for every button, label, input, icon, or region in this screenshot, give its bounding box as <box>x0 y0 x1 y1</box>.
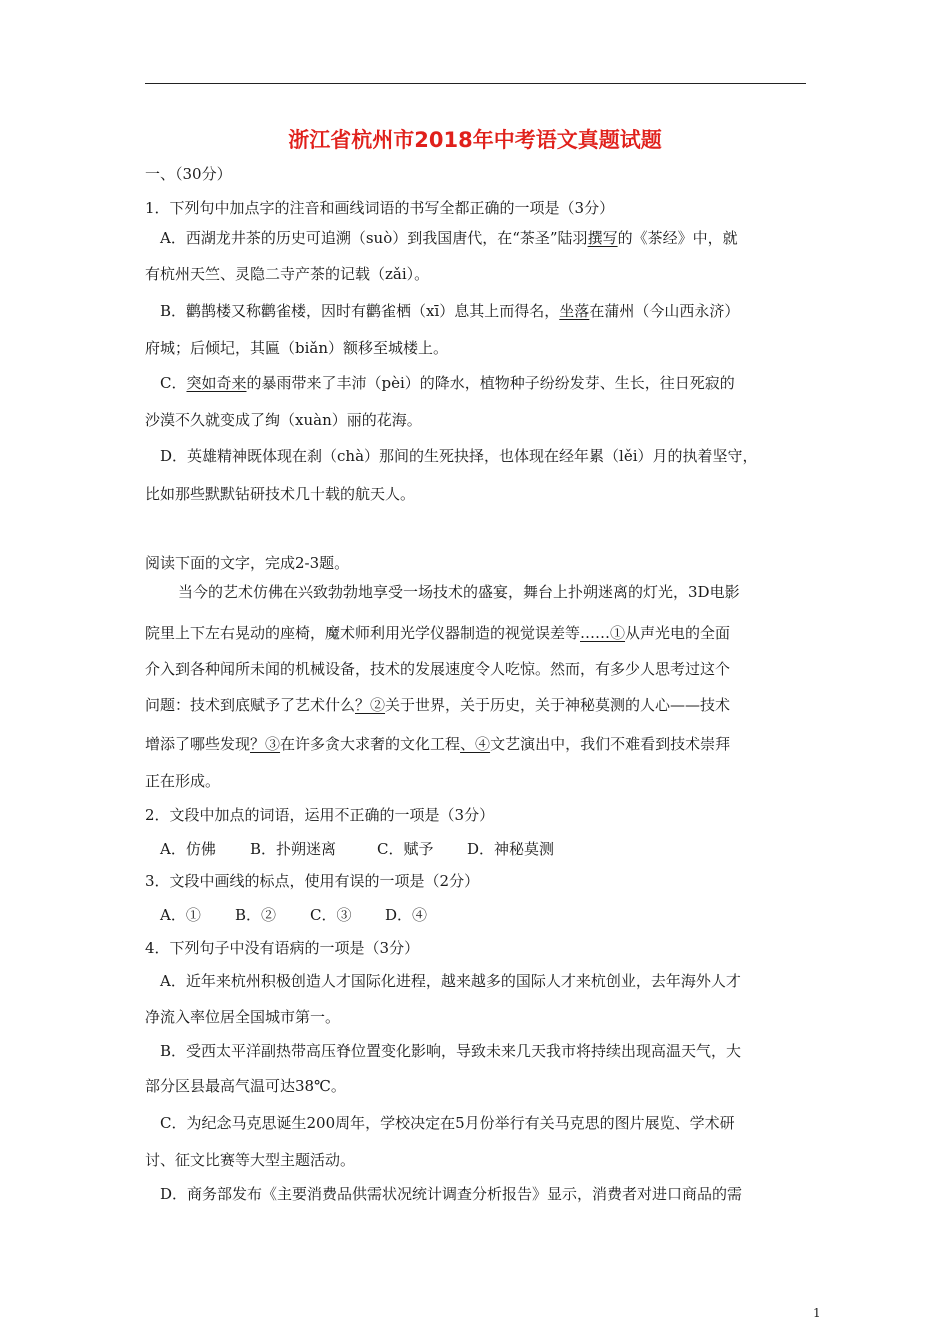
q3-option-b: B．② <box>235 906 277 924</box>
q1-stem: 1．下列句中加点字的注音和画线词语的书写全都正确的一项是（3分） <box>145 199 615 217</box>
reading-intro: 阅读下面的文字，完成2-3题。 <box>145 554 350 572</box>
q1-option-d-line2: 比如那些默默钻研技术几十载的航天人。 <box>145 485 416 503</box>
q1-option-c-line2: 沙漠不久就变成了绚（xuàn）丽的花海。 <box>145 411 422 429</box>
q4-option-b-line2: 部分区县最高气温可达38℃。 <box>145 1077 346 1095</box>
q4-option-b-line1: B．受西太平洋副热带高压脊位置变化影响，导致未来几天我市将持续出现高温天气，大 <box>160 1042 742 1060</box>
q4-option-d-line1: D．商务部发布《主要消费品供需状况统计调查分析报告》显示，消费者对进口商品的需 <box>160 1185 743 1203</box>
q1-option-b-line1: B．鹳鹊楼又称鹳雀楼，因时有鹳雀栖（xī）息其上而得名，坐落在蒲州（今山西永济） <box>160 302 740 320</box>
q1-option-a-line1: A．西湖龙井茶的历史可追溯（suò）到我国唐代，在“茶圣”陆羽撰写的《茶经》中，就 <box>160 229 738 247</box>
passage-line3: 介入到各种闻所未闻的机械设备，技术的发展速度令人吃惊。然而，有多少人思考过这个 <box>145 660 731 678</box>
q4-option-c-line1: C．为纪念马克思诞生200周年，学校决定在5月份举行有关马克思的图片展览、学术研 <box>160 1114 735 1132</box>
passage-line1: 当今的艺术仿佛在兴致勃勃地享受一场技术的盛宴，舞台上扑朔迷离的灯光，3D电影 <box>178 583 740 601</box>
passage-line6: 正在形成。 <box>145 772 221 790</box>
header-rule <box>145 83 806 84</box>
passage-line2: 院里上下左右晃动的座椅，魔术师利用光学仪器制造的视觉误差等……①从声光电的全面 <box>145 624 731 642</box>
q4-option-c-line2: 讨、征文比赛等大型主题活动。 <box>145 1151 356 1169</box>
q3-option-a: A．① <box>160 906 201 924</box>
q4-option-a-line1: A．近年来杭州积极创造人才国际化进程，越来越多的国际人才来杭创业，去年海外人才 <box>160 972 741 990</box>
passage-line5: 增添了哪些发现？③在许多贪大求奢的文化工程、④文艺演出中，我们不难看到技术崇拜 <box>145 735 731 753</box>
q2-stem: 2．文段中加点的词语，运用不正确的一项是（3分） <box>145 806 495 824</box>
q4-stem: 4．下列句子中没有语病的一项是（3分） <box>145 939 420 957</box>
q1-option-c-line1: C．突如奇来的暴雨带来了丰沛（pèi）的降水，植物种子纷纷发芽、生长，往日死寂的 <box>160 374 735 392</box>
q2-option-a: A．仿佛 <box>160 840 216 858</box>
exam-title: 浙江省杭州市2018年中考语文真题试题 <box>288 128 662 152</box>
q1-option-b-line2: 府城；后倾圮，其匾（biǎn）额移至城楼上。 <box>145 339 449 357</box>
section-heading: 一、（30分） <box>145 165 232 183</box>
page-number: 1 <box>813 1306 821 1320</box>
q2-option-d: D．神秘莫测 <box>467 840 555 858</box>
passage-line4: 问题：技术到底赋予了艺术什么？②关于世界，关于历史，关于神秘莫测的人心——技术 <box>145 696 731 714</box>
q3-option-d: D．④ <box>385 906 428 924</box>
q3-stem: 3．文段中画线的标点，使用有误的一项是（2分） <box>145 872 480 890</box>
q2-option-b: B．扑朔迷离 <box>250 840 337 858</box>
q2-option-c: C．赋予 <box>377 840 434 858</box>
q3-option-c: C．③ <box>310 906 352 924</box>
q1-option-d-line1: D．英雄精神既体现在刹（chà）那间的生死抉择，也体现在经年累（lěi）月的执着坚守， <box>160 447 758 465</box>
q4-option-a-line2: 净流入率位居全国城市第一。 <box>145 1008 341 1026</box>
q1-option-a-line2: 有杭州天竺、灵隐二寺产茶的记载（zǎi）。 <box>145 265 430 283</box>
